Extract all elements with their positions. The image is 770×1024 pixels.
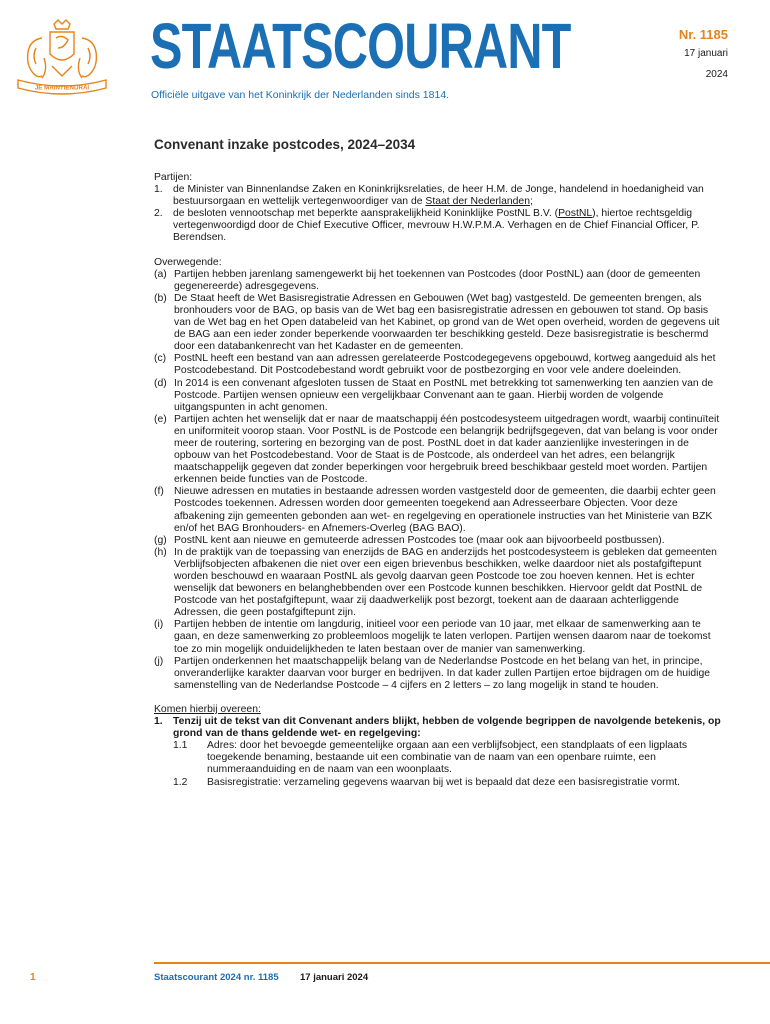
agreement-section	[154, 704, 724, 789]
consideration-item	[154, 378, 724, 414]
consideration-item	[154, 293, 724, 353]
consideration-item	[154, 269, 724, 293]
consideration-letter: (i)	[154, 619, 164, 631]
issue-year: 2024	[705, 69, 728, 80]
consideration-item	[154, 656, 724, 692]
consideration-item	[154, 486, 724, 534]
consideration-letter: (c)	[154, 353, 167, 365]
article-item	[154, 716, 724, 740]
consideration-text: PostNL heeft een bestand van aan adressen gerelateerde Postcodegegevens opgebouwd, kortweg aangeduid als het Postcodebestand. Dit Postcodebestand wordt gebruikt voor de postbezorging en voor vele andere doeleinden.	[174, 353, 716, 377]
parties-label: Partijen:	[154, 172, 193, 183]
considerations-section	[154, 257, 724, 692]
consideration-letter: (d)	[154, 377, 167, 389]
consideration-letter: (h)	[154, 546, 167, 558]
consideration-item	[154, 547, 724, 620]
issue-number: Nr. 1185	[678, 27, 728, 42]
party-number: 2.	[154, 208, 163, 220]
consideration-text: In 2014 is een convenant afgesloten tussen de Staat en PostNL met betrekking tot samenwerking ten aanzien van de Postcode. Partijen wensen opnieuw een vergelijkbaar Convenant aan te gaan. Hierbij worden de volgende uitgangspunten in acht genomen.	[174, 377, 714, 413]
consideration-letter: (g)	[154, 534, 167, 546]
subarticle-text: Adres: door het bevoegde gemeentelijke orgaan aan een verblijfsobject, een standplaats of een ligplaats toegekende benaming, bestaande uit een combinatie van de naam van een openbare ruimte, een nummeraanduiding en de naam van een woonplaats.	[207, 740, 688, 776]
page-number: 1	[30, 972, 36, 983]
consideration-text: De Staat heeft de Wet Basisregistratie Adressen en Gebouwen (Wet bag) vastgesteld. De gemeenten brengen, als bronhouders voor de BAG, op basis van de Wet bag een basisregistratie adressen en gebouwen tot stand. Op basis van de Wet bag en het Open databeleid van het Kabinet, op grond van de Wet open overheid, worden de gegevens uit de BAG aan een ieder zonder beperkende voorwaarden ter beschikking gesteld. Deze basisregistratie is beschermd door een databankenrecht van het Kadaster en de gemeenten.	[174, 292, 720, 353]
article-number: 1.	[154, 716, 163, 728]
subarticle-text: Basisregistratie: verzameling gegevens waarvan bij wet is bepaald dat deze een basisregistratie vormt.	[207, 776, 681, 788]
consideration-text: Partijen hebben jarenlang samengewerkt bij het toekennen van Postcodes (door PostNL) aan (door de gemeenten gegenereerde) adresgegevens.	[174, 268, 701, 292]
coat-of-arms-logo	[12, 18, 112, 98]
subarticle-number: 1.2	[173, 776, 188, 788]
consideration-item	[154, 619, 724, 655]
party-link[interactable]: Staat der Nederlanden	[425, 196, 530, 208]
document-title: Convenant inzake postcodes, 2024–2034	[154, 137, 416, 152]
consideration-text: Nieuwe adressen en mutaties in bestaande adressen worden vastgesteld door de gemeenten, die daarbij echter geen Postcodes toekennen. Adressen worden door gemeenten toegekend aan Adresseerbare Objecten. Voor deze afbakening zijn gemeenten gebonden aan wet- en regelgeving en operationele instructies van het Ministerie van BZK en/of het BAG Bronhouders- en Afnemers-Overleg (BAG BAO).	[174, 486, 716, 534]
consideration-letter: (a)	[154, 268, 167, 280]
consideration-letter: (j)	[154, 655, 164, 667]
party-text: de besloten vennootschap met beperkte aansprakelijkheid Koninklijke PostNL B.V. (	[173, 208, 559, 220]
logo-motto: JE MAINTIENDRAI	[34, 84, 90, 92]
party-number: 1.	[154, 184, 163, 196]
subarticle-item	[154, 740, 724, 776]
party-item	[154, 184, 724, 208]
party-link[interactable]: PostNL	[558, 208, 593, 220]
agreement-label: Komen hierbij overeen:	[154, 703, 261, 715]
consideration-item	[154, 414, 724, 487]
consideration-item	[154, 353, 724, 377]
party-text-end: ;	[529, 196, 533, 208]
article-text: Tenzij uit de tekst van dit Convenant anders blijkt, hebben de volgende begrippen de navolgende betekenis, op grond van de thans geldende wet- en regelgeving:	[173, 716, 721, 740]
subarticle-number: 1.1	[173, 740, 188, 752]
consideration-text: PostNL kent aan nieuwe en gemuteerde adressen Postcodes toe (maar ook aan bijvoorbeeld postbussen).	[174, 534, 665, 546]
considerations-label: Overwegende:	[154, 256, 222, 268]
subarticle-item	[154, 777, 724, 789]
masthead-subtitle: Officiële uitgave van het Koninkrijk der Nederlanden sinds 1814.	[151, 89, 450, 101]
issue-day: 17 januari	[684, 48, 728, 59]
consideration-letter: (f)	[154, 486, 164, 498]
party-item	[154, 208, 724, 244]
party-text: de Minister van Binnenlandse Zaken en Koninkrijksrelaties, de heer H.M. de Jonge, handelend in hoedanigheid van bestuursorgaan en wettelijk vertegenwoordiger van de	[173, 184, 704, 208]
considerations-list	[154, 269, 724, 692]
consideration-text: Partijen achten het wenselijk dat er naar de maatschappij één postcodesysteem uitgedragen wordt, waarbij continuïteit en uniformiteit voorop staan. Voor PostNL is de Postcode een belangrijk bedrijfsgegeven, dat van belang is voor onder meer de routering, sortering en bezorging van de post. PostNL doet in dat kader aanzienlijke investeringen in de opbouw van het Postcodebestand. Voor de Staat is de Postcode, als onderdeel van het adres, een belangrijk maatschappelijk gegeven dat zonder beperkingen voor hergebruik breed beschikbaar gesteld moet worden. Partijen erkennen beide functies van de Postcode.	[174, 413, 720, 486]
parties-section	[154, 172, 724, 245]
consideration-item	[154, 535, 724, 547]
footer-date: 17 januari 2024	[300, 972, 369, 983]
masthead-title: STAATSCOURANT	[150, 10, 571, 82]
party-text-end: ), hiertoe rechtsgeldig vertegenwoordigd door de Chief Executive Officer, mevrouw H.W.P.M.A. Verhagen en de Chief Financial Officer, P. Berendsen.	[173, 208, 700, 244]
consideration-text: Partijen hebben de intentie om langdurig, initieel voor een periode van 10 jaar, met elkaar de samenwerking aan te gaan, en deze samenwerking zo probleemloos mogelijk te laten verlopen. Partijen wensen daarom naar de toekomst toe zo min mogelijk onduidelijkheden te laten bestaan over de manier van samenwerking.	[174, 619, 711, 655]
consideration-text: In de praktijk van de toepassing van enerzijds de BAG en anderzijds het postcodesysteem is gebleken dat gemeenten Verblijfsobjecten afbakenen die niet over een eigen brievenbus beschikken, welke daardoor niet als postafgiftepunt worden beschouwd en waaraan PostNL als gevolg daarvan geen Postcode toe zou hoeven kennen. Het is echter wenselijk dat bewoners en belanghebbenden over een Postcode kunnen beschikken. Hiervoor geldt dat PostNL de Postcode van het postafgiftepunt, waar zij daadwerkelijk post bezorgt, toekent aan de daaraan achterliggende Adressen, die geen postafgiftepunt zijn.	[174, 546, 717, 619]
consideration-letter: (b)	[154, 292, 167, 304]
consideration-letter: (e)	[154, 413, 167, 425]
footer-divider	[154, 962, 770, 964]
consideration-text: Partijen onderkennen het maatschappelijk belang van de Nederlandse Postcode en het belang van het, in principe, onveranderlijke karakter daarvan voor burger en bedrijven. In dat kader zullen Partijen ertoe bijdragen om de huidige samenstelling van de Nederlandse Postcode – 4 cijfers en 2 letters – zo lang mogelijk in stand te houden.	[174, 655, 711, 691]
footer-publication: Staatscourant 2024 nr. 1185	[154, 972, 279, 983]
document-body	[154, 137, 724, 801]
